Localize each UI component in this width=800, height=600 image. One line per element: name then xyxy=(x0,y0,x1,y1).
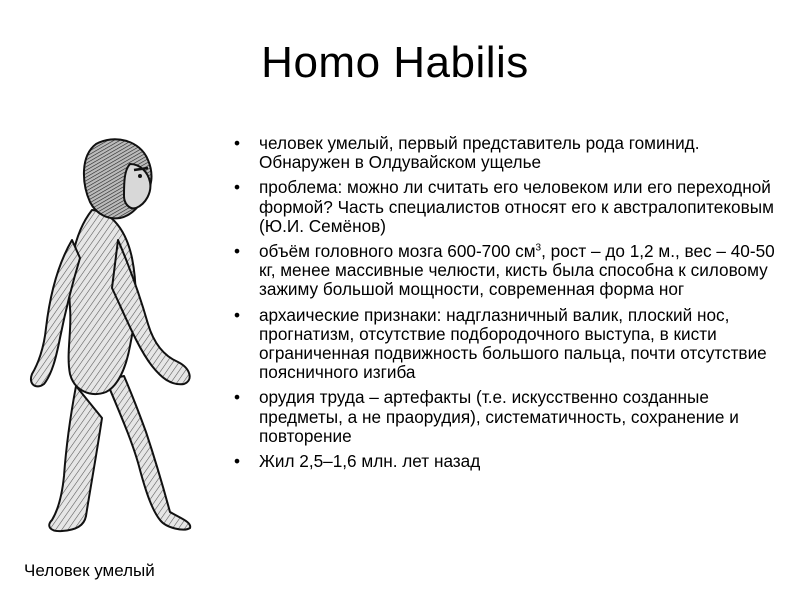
bullet-item xyxy=(234,306,782,383)
bullet-dot-icon: • xyxy=(234,241,241,262)
bullet-text: архаические признаки: надглазничный валик, плоский нос, прогнатизм, отсутствие подбородочного выступа, в кисти ограниченная подвижность большого пальца, почти отсутствие поясничного изгиба xyxy=(259,304,767,383)
bullet-text-start: объём головного мозга 600-700 см xyxy=(259,241,536,262)
bullet-dot-icon: • xyxy=(234,133,241,153)
bullet-text: человек умелый, первый представитель рода гоминид. Обнаружен в Олдувайском ущелье xyxy=(259,133,700,173)
bullet-text-end: , рост – до 1,2 м., вес – 40-50 кг, менее массивные челюсти, кисть была способна к силовому зажиму большой мощности, современная форма ног xyxy=(259,241,775,300)
bullet-item xyxy=(234,178,782,236)
bullet-item xyxy=(234,452,782,471)
bullet-item xyxy=(234,388,782,446)
bullet-item xyxy=(234,134,782,172)
bullet-dot-icon: • xyxy=(234,387,241,408)
homo-habilis-illustration xyxy=(14,118,224,548)
hominid-figure-icon xyxy=(14,118,224,548)
slide-title: Homo Habilis xyxy=(261,38,529,87)
bullet-dot-icon: • xyxy=(234,177,241,198)
bullet-text: проблема: можно ли считать его человеком или его переходной формой? Часть специалистов относят его к австралопитековым (Ю.И. Семёнов) xyxy=(259,177,774,236)
bullet-text: Жил 2,5–1,6 млн. лет назад xyxy=(259,451,481,472)
superscript: 3 xyxy=(535,242,542,254)
bullet-list xyxy=(234,134,782,477)
bullet-text xyxy=(259,241,775,299)
bullet-text: орудия труда – артефакты (т.е. искусственно созданные предметы, а не праорудия), систематичность, сохранение и повторение xyxy=(259,387,739,446)
bullet-dot-icon: • xyxy=(234,304,241,325)
figure-caption: Человек умелый xyxy=(24,561,155,580)
bullet-item xyxy=(234,242,782,300)
bullet-dot-icon: • xyxy=(234,451,241,472)
